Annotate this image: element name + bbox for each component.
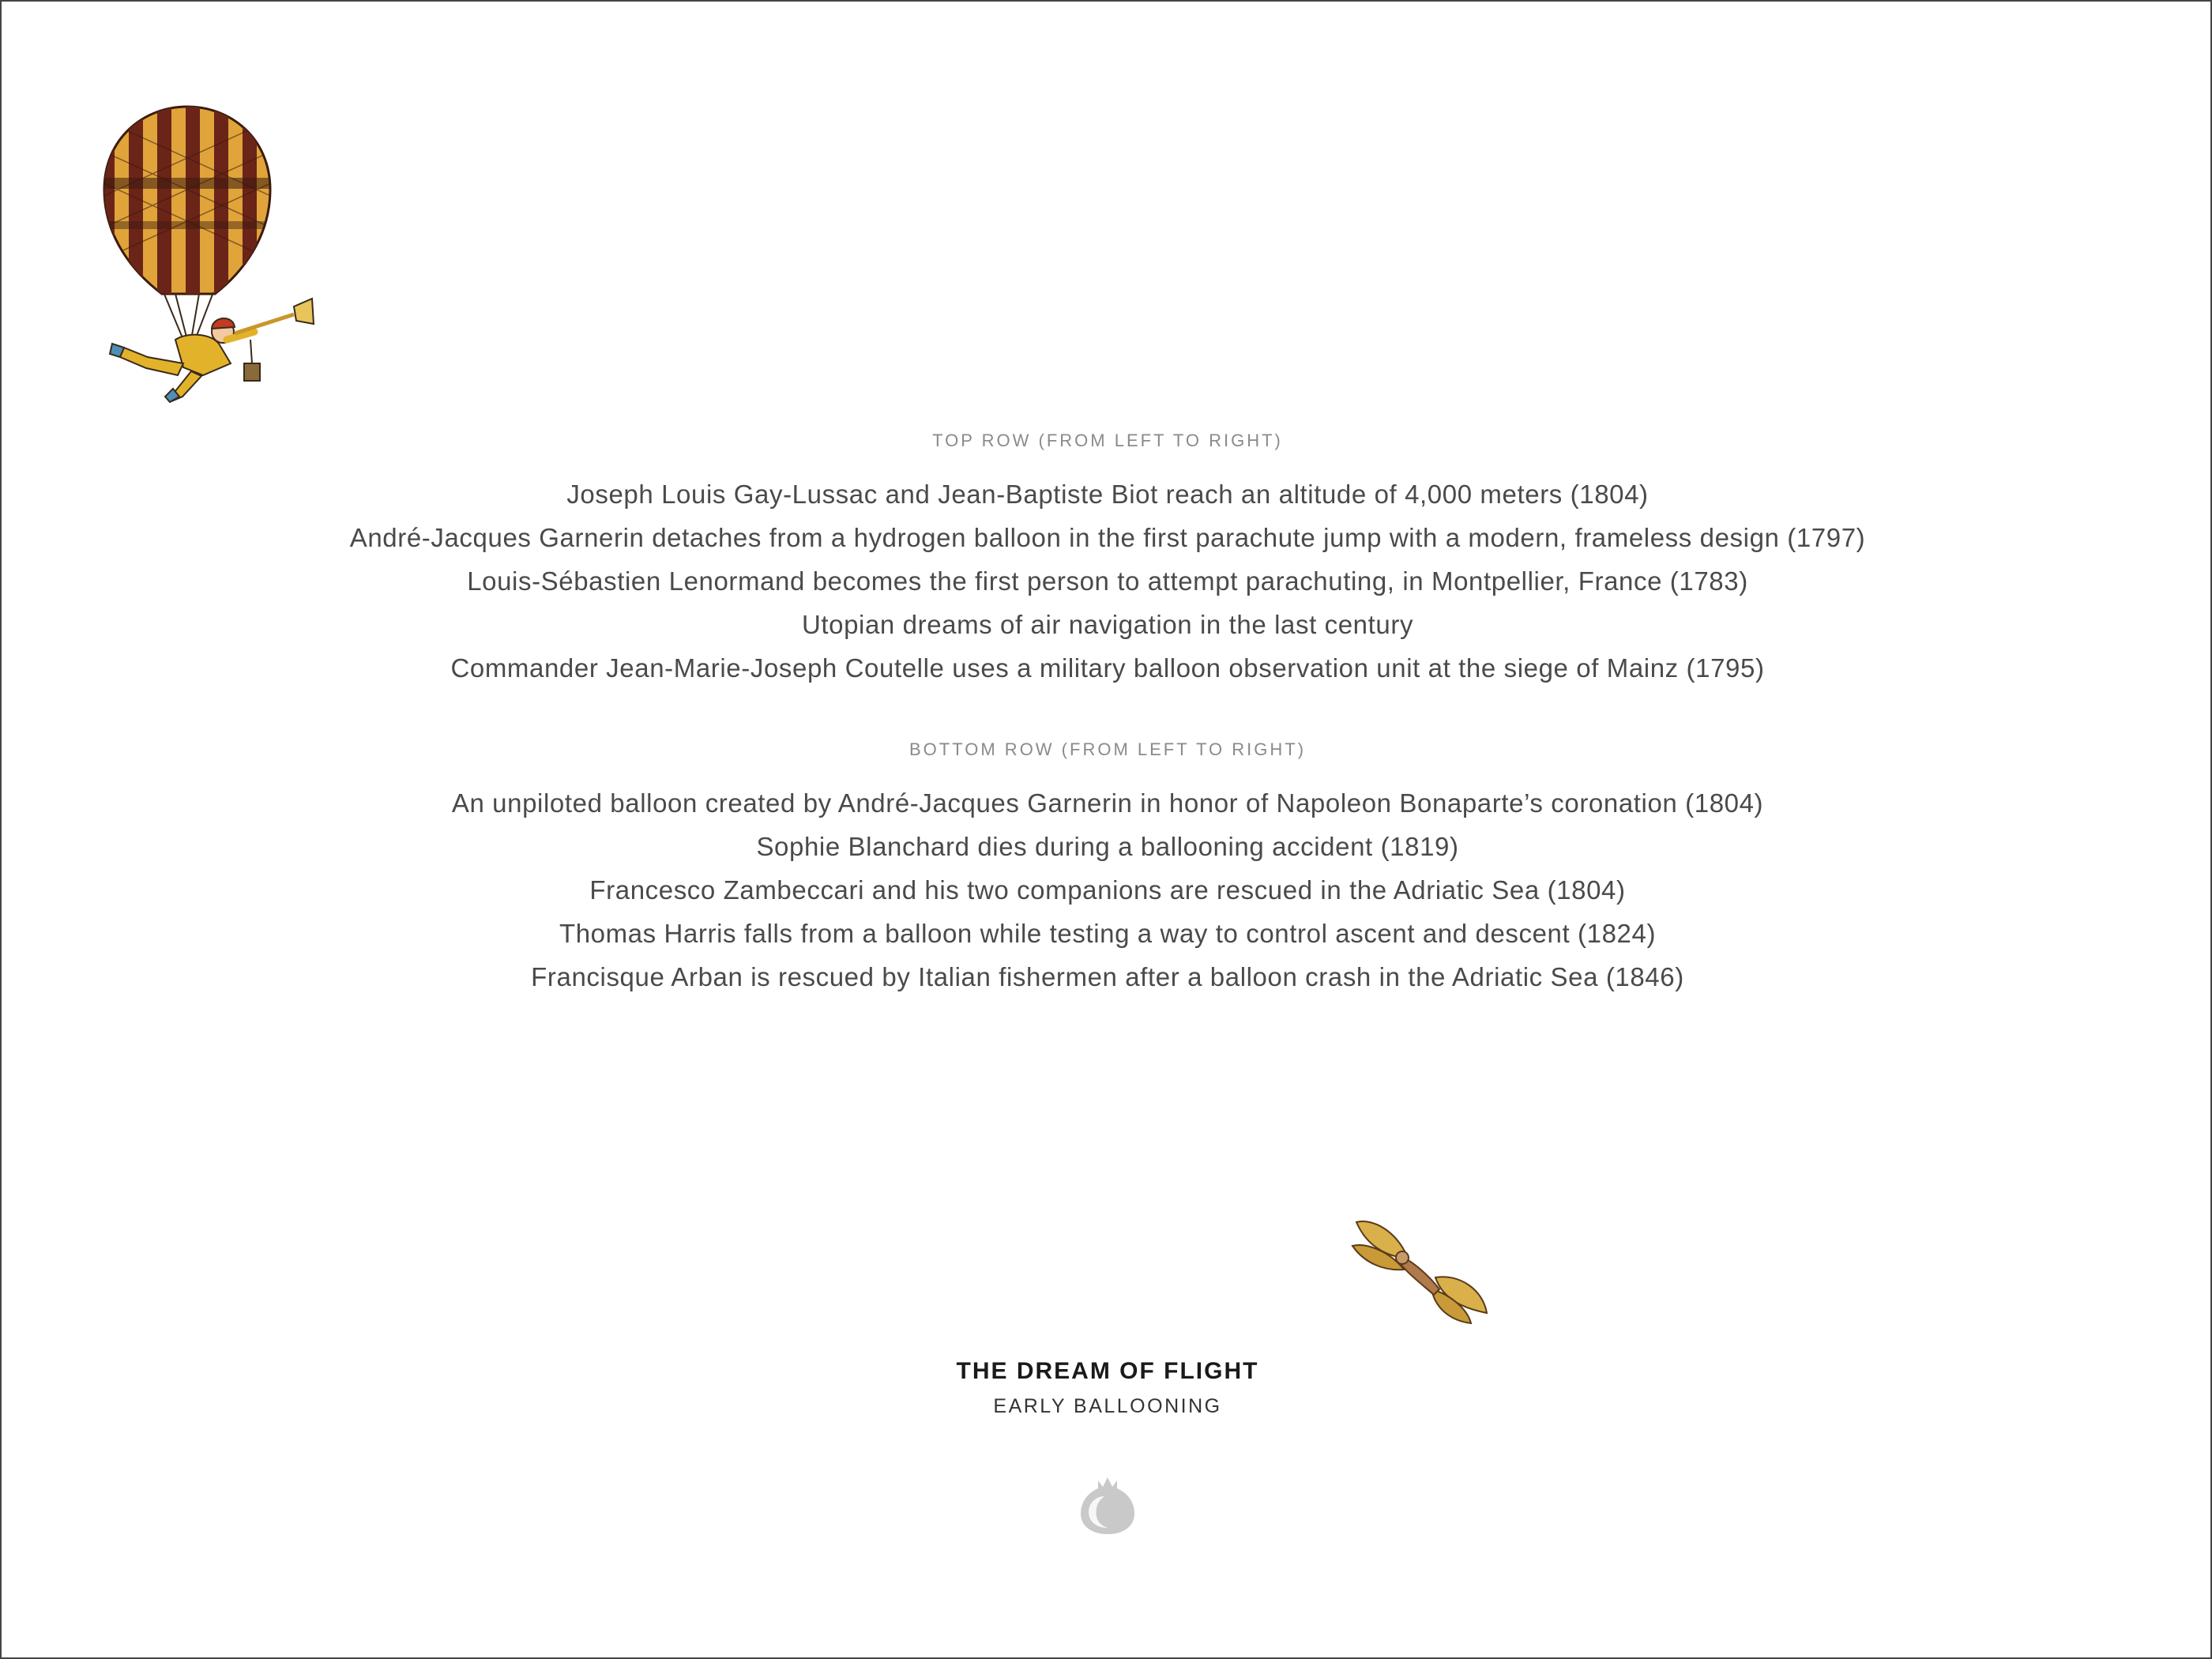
top-row-captions <box>2 472 2212 690</box>
winged-figure-icon <box>1349 1214 1491 1325</box>
top-row-heading: TOP ROW (FROM LEFT TO RIGHT) <box>932 431 1283 450</box>
caption-item: Louis-Sébastien Lenormand becomes the first person to attempt parachuting, in Montpellier, France (1783) <box>467 566 1748 596</box>
caption-item: Joseph Louis Gay-Lussac and Jean-Baptiste Biot reach an altitude of 4,000 meters (1804) <box>566 480 1649 509</box>
bottom-row-heading: BOTTOM ROW (FROM LEFT TO RIGHT) <box>908 739 1307 759</box>
book-subtitle: EARLY BALLOONING <box>993 1395 1222 1417</box>
caption-item: Utopian dreams of air navigation in the last century <box>801 610 1414 639</box>
bottom-row-captions <box>2 781 2212 999</box>
pomegranate-logo-icon <box>1078 1473 1138 1536</box>
caption-item: Francesco Zambeccari and his two companions are rescued in the Adriatic Sea (1804) <box>589 875 1626 905</box>
caption-item: An unpiloted balloon created by André-Jacques Garnerin in honor of Napoleon Bonaparte’s coronation (1804) <box>451 788 1764 818</box>
book-title: THE DREAM OF FLIGHT <box>956 1358 1259 1384</box>
caption-item: Thomas Harris falls from a balloon while testing a way to control ascent and descent (1824) <box>559 919 1657 948</box>
hot-air-balloon-icon <box>100 103 337 403</box>
captions-block <box>2 427 2212 999</box>
caption-item: Commander Jean-Marie-Joseph Coutelle uses a military balloon observation unit at the siege of Mainz (1795) <box>450 653 1765 683</box>
caption-item: Sophie Blanchard dies during a ballooning accident (1819) <box>756 832 1459 861</box>
caption-item: Francisque Arban is rescued by Italian fishermen after a balloon crash in the Adriatic Sea (1846) <box>531 962 1684 991</box>
caption-item: André-Jacques Garnerin detaches from a hydrogen balloon in the first parachute jump with a modern, frameless design (1797) <box>349 523 1866 552</box>
